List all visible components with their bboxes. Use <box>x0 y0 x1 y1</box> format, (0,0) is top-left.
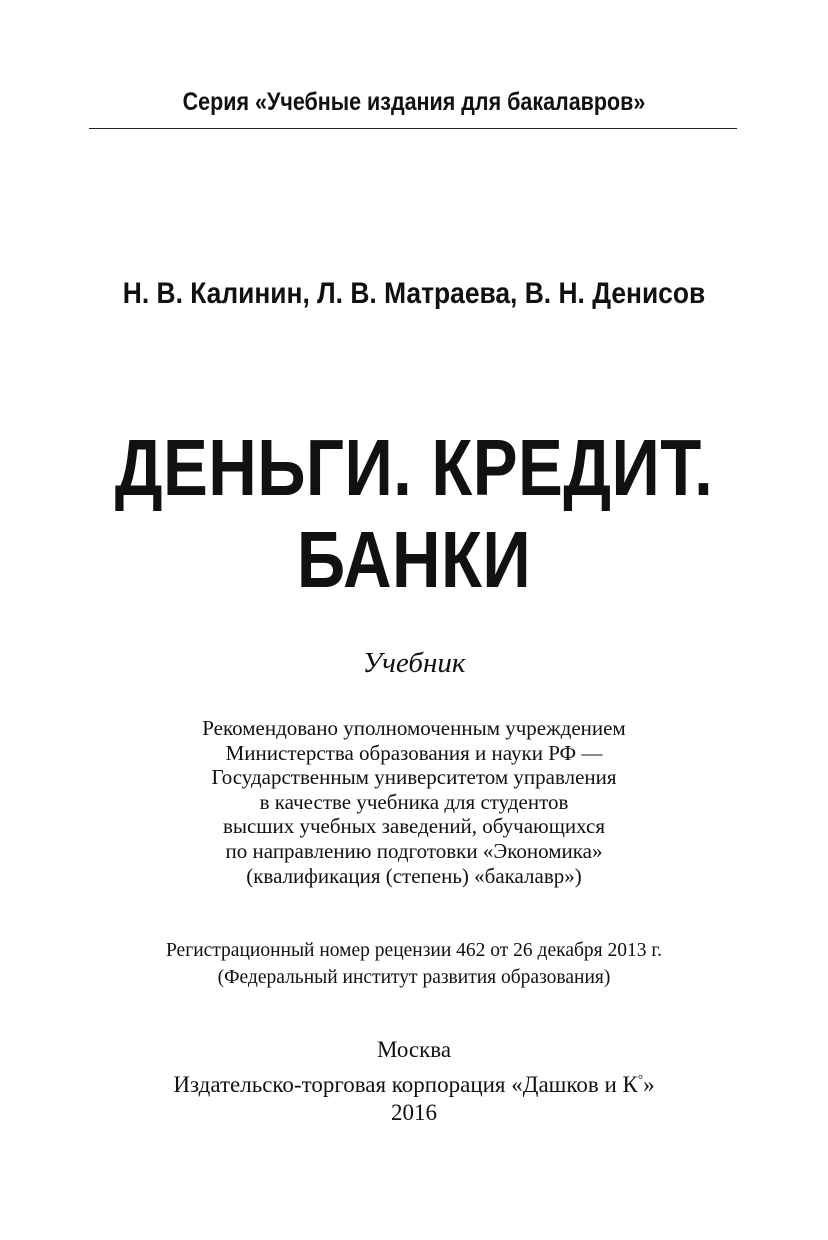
registration-line: Регистрационный номер рецензии 462 от 26 декабря 2013 г. <box>165 940 663 961</box>
registration-block <box>0 937 828 991</box>
imprint-publisher <box>0 1065 828 1100</box>
publisher-closing-quote: » <box>643 1071 655 1097</box>
book-type: Учебник <box>362 647 466 679</box>
recommendation-line: Государственным университетом управления <box>211 765 617 790</box>
imprint-block <box>0 1036 828 1128</box>
recommendation-line: Рекомендовано уполномоченным учреждением <box>202 716 626 740</box>
recommendation-line: Министерства образования и науки РФ — <box>225 740 603 765</box>
recommendation-block <box>0 716 828 888</box>
recommendation-line: высших учебных заведений, обучающихся <box>222 814 606 839</box>
publisher-name: Издательско-торговая корпорация «Дашков и К <box>173 1071 638 1097</box>
recommendation-line: по направлению подготовки «Экономика» <box>225 838 603 863</box>
imprint-city: Москва <box>376 1037 452 1062</box>
header-divider <box>89 128 737 129</box>
registration-line: (Федеральный институт развития образования) <box>217 967 611 988</box>
authors: Н. В. Калинин, Л. В. Матраева, В. Н. Денисов <box>122 277 706 310</box>
recommendation-line: (квалификация (степень) «бакалавр») <box>246 863 582 888</box>
series-heading: Серия «Учебные издания для бакалавров» <box>182 88 646 116</box>
publisher-degree-mark: ° <box>637 1070 644 1086</box>
book-title-line-1: ДЕНЬГИ. КРЕДИТ. <box>114 423 714 512</box>
imprint-year: 2016 <box>391 1100 437 1125</box>
recommendation-line: в качестве учебника для студентов <box>259 789 569 814</box>
book-title-line-2: БАНКИ <box>296 515 532 604</box>
